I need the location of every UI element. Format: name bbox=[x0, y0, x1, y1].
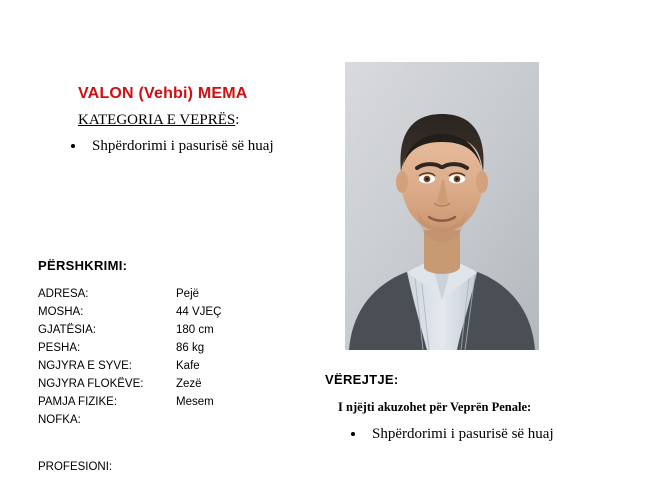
table-row bbox=[38, 414, 221, 432]
table-row bbox=[38, 324, 221, 342]
category-label bbox=[78, 112, 239, 129]
row-value: 86 kg bbox=[176, 342, 205, 354]
description-title: PËRSHKRIMI: bbox=[38, 258, 128, 273]
row-label: ADRESA: bbox=[38, 288, 89, 300]
row-value bbox=[176, 414, 221, 432]
row-value: 180 cm bbox=[176, 324, 214, 336]
remarks-title: VËREJTJE: bbox=[325, 372, 399, 387]
photo-graphic bbox=[345, 62, 539, 350]
remarks-subtitle: I njëjti akuzohet për Veprën Penale: bbox=[338, 400, 532, 414]
table-row bbox=[38, 378, 221, 396]
table-row bbox=[38, 288, 221, 306]
category-label-colon: : bbox=[235, 112, 240, 128]
row-label: NGJYRA E SYVE: bbox=[38, 360, 132, 372]
table-row bbox=[38, 360, 221, 378]
row-label: MOSHA: bbox=[38, 306, 84, 318]
row-value: 44 VJEÇ bbox=[176, 306, 222, 318]
row-value: Pejë bbox=[176, 288, 200, 300]
table-row bbox=[38, 396, 221, 414]
table-row bbox=[38, 306, 221, 324]
row-value: Zezë bbox=[176, 378, 202, 390]
suspect-photo bbox=[345, 62, 539, 350]
row-value: Kafe bbox=[176, 360, 200, 372]
description-table bbox=[38, 288, 221, 432]
list-item: • Shpërdorimi i pasurisë së huaj bbox=[366, 424, 554, 444]
category-list bbox=[50, 136, 274, 156]
row-label: GJATËSIA: bbox=[38, 324, 96, 336]
person-name: VALON (Vehbi) MEMA bbox=[78, 85, 248, 102]
row-label: NOFKA: bbox=[38, 414, 81, 426]
category-label-text: KATEGORIA E VEPRËS bbox=[78, 112, 236, 128]
profession-label: PROFESIONI: bbox=[38, 461, 113, 473]
row-label: PAMJA FIZIKE: bbox=[38, 396, 118, 408]
remarks-list bbox=[330, 424, 554, 444]
row-label: NGJYRA FLOKËVE: bbox=[38, 378, 144, 390]
table-row bbox=[38, 342, 221, 360]
row-label: PESHA: bbox=[38, 342, 81, 354]
list-item: • Shpërdorimi i pasurisë së huaj bbox=[86, 136, 274, 156]
row-value: Mesem bbox=[176, 396, 214, 408]
